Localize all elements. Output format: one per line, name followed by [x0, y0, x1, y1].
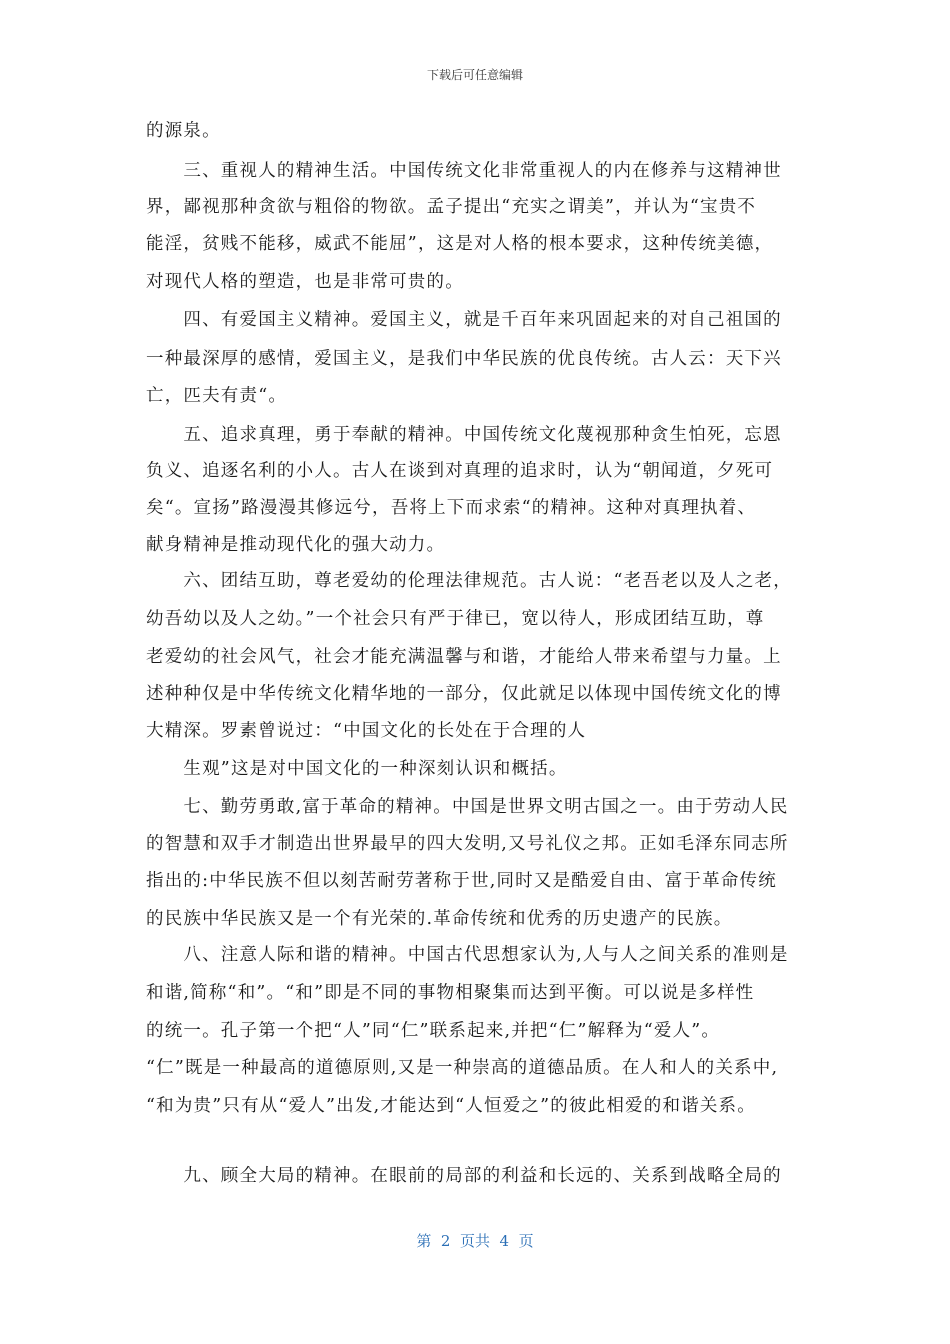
text-line: 八、注意人际和谐的精神。中国古代思想家认为,人与人之间关系的准则是 [146, 945, 789, 965]
text-line: 和谐,简称“和”。“和”即是不同的事物相聚集而达到平衡。可以说是多样性 [146, 983, 755, 1003]
text-line: 的智慧和双手才制造出世界最早的四大发明,又号礼仪之邦。正如毛泽东同志所 [146, 834, 789, 854]
text-line: 七、勤劳勇敢,富于革命的精神。中国是世界文明古国之一。由于劳动人民 [146, 797, 789, 817]
text-line: 负义、追逐名利的小人。古人在谈到对真理的追求时，认为“朝闻道，夕死可 [146, 461, 774, 481]
text-line: 的源泉。 [146, 121, 221, 141]
page-header: 下载后可任意编辑 [426, 68, 523, 82]
text-line: 的民族中华民族又是一个有光荣的.革命传统和优秀的历史遗产的民族。 [146, 909, 733, 929]
text-line: 献身精神是推动现代化的强大动力。 [146, 535, 446, 555]
page-footer: 第 2 页共 4 页 [416, 1232, 534, 1250]
text-line: 老爱幼的社会风气，社会才能充满温馨与和谐，才能给人带来希望与力量。上 [146, 647, 782, 667]
text-line: 大精深。罗素曾说过：“中国文化的长处在于合理的人 [146, 721, 587, 741]
text-line: 六、团结互助，尊老爱幼的伦理法律规范。古人说：“老吾老以及人之老， [146, 571, 792, 591]
text-line: 生观”这是对中国文化的一种深刻认识和概括。 [146, 759, 568, 779]
text-line: 五、追求真理，勇于奉献的精神。中国传统文化蔑视那种贪生怕死，忘恩 [146, 425, 782, 445]
text-line: 九、顾全大局的精神。在眼前的局部的利益和长远的、关系到战略全局的 [146, 1166, 782, 1186]
text-line: 对现代人格的塑造，也是非常可贵的。 [146, 272, 464, 292]
text-line: 一种最深厚的感情，爱国主义，是我们中华民族的优良传统。古人云：天下兴 [146, 349, 782, 369]
text-line: 述种种仅是中华传统文化精华地的一部分，仅此就足以体现中国传统文化的博 [146, 684, 782, 704]
text-line: 幼吾幼以及人之幼。”一个社会只有严于律已，宽以待人，形成团结互助，尊 [146, 609, 765, 629]
text-line: 的统一。孔子第一个把“人”同“仁”联系起来,并把“仁”解释为“爱人”。 [146, 1021, 721, 1041]
text-line: 界，鄙视那种贪欲与粗俗的物欲。孟子提出“充实之谓美”，并认为“宝贵不 [146, 197, 757, 217]
text-line: 矣“。宣扬”路漫漫其修远兮，吾将上下而求索“的精神。这种对真理执着、 [146, 498, 757, 518]
text-line: 能淫，贫贱不能移，威武不能屈”，这是对人格的根本要求，这种传统美德， [146, 234, 774, 254]
text-line: “仁”既是一种最高的道德原则,又是一种崇高的道德品质。在人和人的关系中, [146, 1058, 779, 1078]
text-line: 亡，匹夫有责“。 [146, 386, 288, 406]
text-line: “和为贵”只有从“爱人”出发,才能达到“人恒爱之”的彼此相爱的和谐关系。 [146, 1096, 756, 1116]
text-line: 三、重视人的精神生活。中国传统文化非常重视人的内在修养与这精神世 [146, 161, 782, 181]
text-line: 四、有爱国主义精神。爱国主义，就是千百年来巩固起来的对自己祖国的 [146, 310, 782, 330]
text-line: 指出的:中华民族不但以刻苦耐劳著称于世,同时又是酷爱自由、富于革命传统 [146, 871, 777, 891]
